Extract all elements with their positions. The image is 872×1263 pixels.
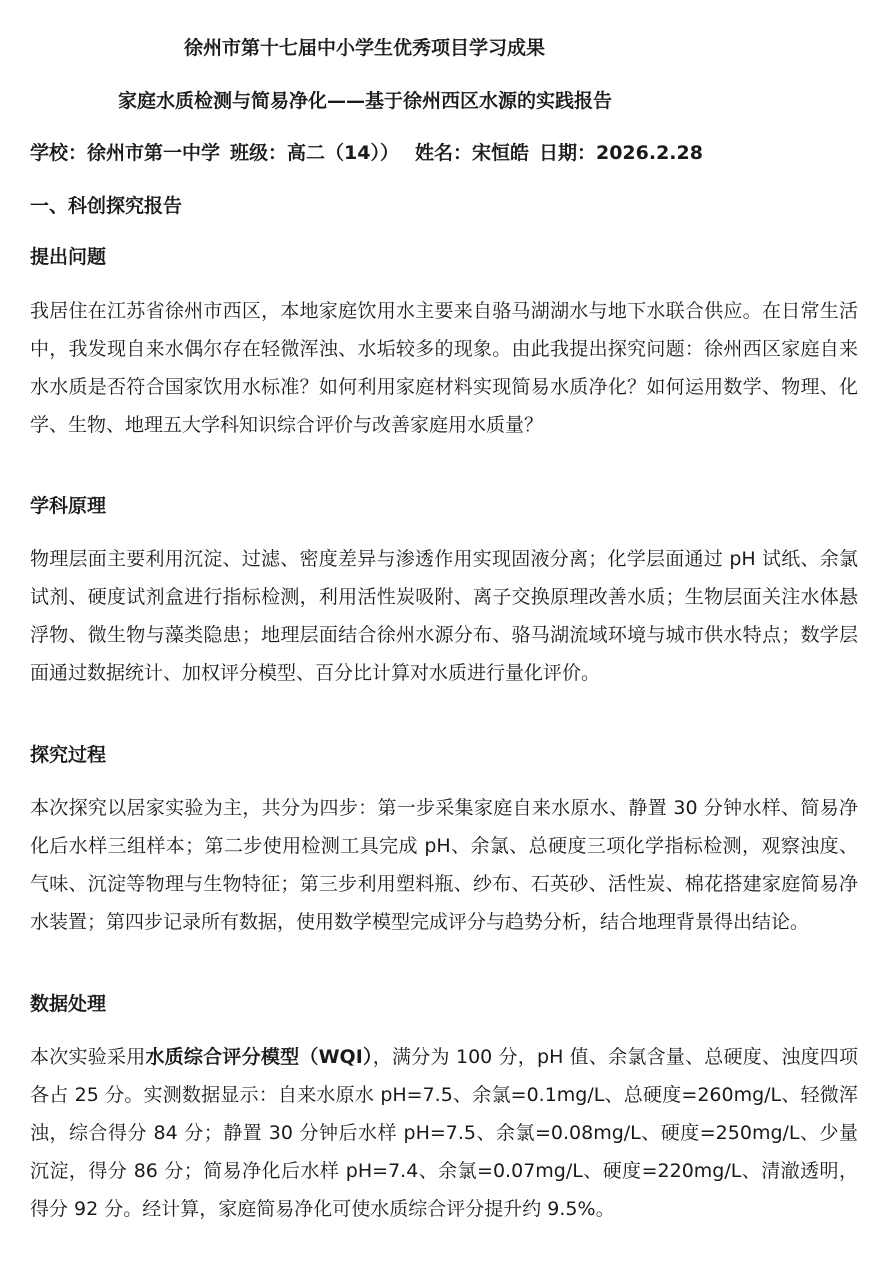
document-title: 徐州市第十七届中小学生优秀项目学习成果 [184, 37, 546, 59]
class-info: 班级：高二（14）） [230, 142, 399, 164]
problem-heading: 提出问题 [30, 246, 107, 268]
wqi-model-name: 水质综合评分模型（WQI） [145, 1046, 373, 1068]
data-processing-paragraph [30, 1038, 858, 1228]
principle-heading: 学科原理 [30, 495, 107, 517]
school-info: 学校：徐州市第一中学 [30, 142, 221, 164]
principle-paragraph: 物理层面主要利用沉淀、过滤、密度差异与渗透作用实现固液分离；化学层面通过 pH 试纸、余氯试剂、硬度试剂盒进行指标检测，利用活性炭吸附、离子交换原理改善水质；生物层面关注水体悬浮物、微生物与藻类隐患；地理层面结合徐州水源分布、骆马湖流域环境与城市供水特点；数学层面通过数据统计、加权评分模型、百分比计算对水质进行量化评价。 [30, 548, 858, 684]
name-info: 姓名：宋恒皓 [414, 142, 529, 164]
date-info: 日期：2026.2.28 [538, 142, 703, 164]
section-heading: 一、科创探究报告 [30, 195, 183, 217]
process-heading: 探究过程 [30, 744, 107, 766]
data-text-after: ，满分为 100 分，pH 值、余氯含量、总硬度、浊度四项各占 25 分。实测数据显示：自来水原水 pH=7.5、余氯=0.1mg/L、总硬度=260mg/L、轻微浑浊，综合得分 84 分；静置 30 分钟后水样 pH=7.5、余氯=0.08mg/L、硬度=250mg/L、少量沉淀，得分 86 分；简易净化后水样 pH=7.4、余氯=0.07mg/L、硬度=220mg/L、清澈透明，得分 92 分。经计算，家庭简易净化可使水质综合评分提升约 9.5%。 [30, 1046, 858, 1220]
author-info [30, 141, 703, 165]
document-subtitle: 家庭水质检测与简易净化——基于徐州西区水源的实践报告 [118, 90, 613, 112]
data-processing-heading: 数据处理 [30, 993, 107, 1015]
data-text-before: 本次实验采用 [30, 1046, 146, 1068]
problem-paragraph: 我居住在江苏省徐州市西区，本地家庭饮用水主要来自骆马湖湖水与地下水联合供应。在日常生活中，我发现自来水偶尔存在轻微浑浊、水垢较多的现象。由此我提出探究问题：徐州西区家庭自来水水质是否符合国家饮用水标准？如何利用家庭材料实现简易水质净化？如何运用数学、物理、化学、生物、地理五大学科知识综合评价与改善家庭用水质量？ [30, 300, 858, 436]
process-paragraph: 本次探究以居家实验为主，共分为四步：第一步采集家庭自来水原水、静置 30 分钟水样、简易净化后水样三组样本；第二步使用检测工具完成 pH、余氯、总硬度三项化学指标检测，观察浊度、气味、沉淀等物理与生物特征；第三步利用塑料瓶、纱布、石英砂、活性炭、棉花搭建家庭简易净水装置；第四步记录所有数据，使用数学模型完成评分与趋势分析，结合地理背景得出结论。 [30, 797, 858, 933]
